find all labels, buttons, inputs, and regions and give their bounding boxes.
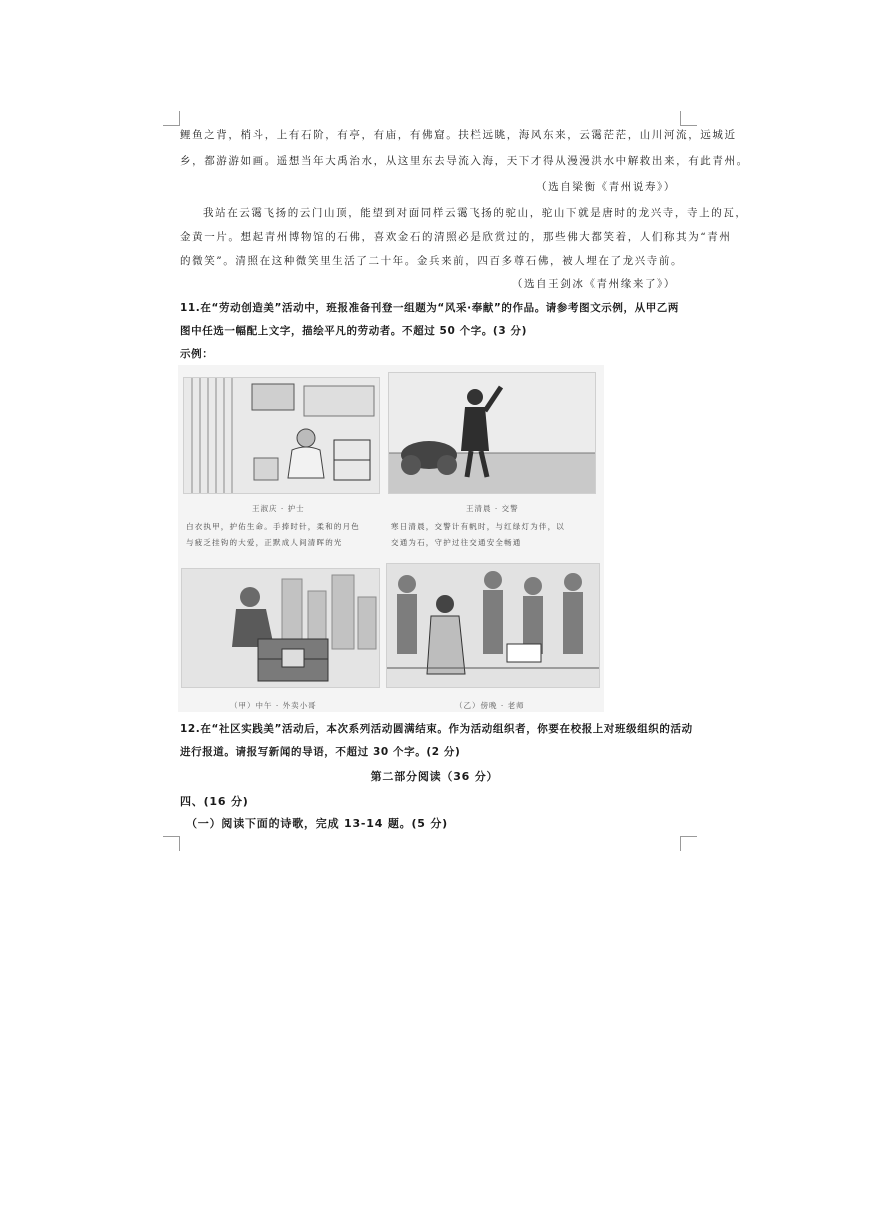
question-11-line: 图中任选一幅配上文字，描绘平凡的劳动者。不超过 50 个字。(3 分)	[180, 325, 527, 337]
example-label: 示例：	[180, 348, 214, 360]
question-11-line: 11.在“劳动创造美”活动中，班报准备刊登一组题为“风采·奉献”的作品。请参考图文示例，从甲乙两	[180, 302, 679, 314]
yi-caption: （乙）傍晚 · 老师	[455, 701, 525, 710]
page-corner-mark	[680, 836, 697, 851]
passage-line: 乡，都游游如画。遥想当年大禹治水，从这里东去导流入海，天下才得从漫漫洪水中解救出来，有此青州。	[180, 155, 749, 167]
police-text: 交通为石，守护过往交通安全畅通	[391, 538, 522, 547]
passage-line: 鲤鱼之背，梢斗，上有石阶，有亭，有庙，有佛窟。扶栏远眺，海风东来，云霭茫茫，山川河流，远城近	[180, 129, 737, 141]
section-four-heading: 四、(16 分)	[180, 795, 249, 808]
question-12-line: 进行报道。请报写新闻的导语，不超过 30 个字。(2 分)	[180, 746, 461, 758]
subsection-one-heading: （一）阅读下面的诗歌，完成 13-14 题。(5 分)	[186, 817, 448, 830]
passage-source: （选自王剑冰《青州缘来了》）	[511, 278, 676, 290]
nurse-text: 与疲乏挂钩的大爱，正默成人间清晖的光	[186, 538, 343, 547]
part-two-heading: 第二部分阅读（36 分）	[370, 770, 499, 783]
passage-line: 我站在云霭飞扬的云门山顶，能望到对面同样云霭飞扬的驼山，驼山下就是唐时的龙兴寺，寺上的瓦，	[203, 207, 748, 219]
passage-line: 的微笑”。清照在这种微笑里生活了二十年。金兵来前，四百多尊石佛，被人埋在了龙兴寺前。	[180, 255, 684, 267]
nurse-caption: 王淑庆 · 护士	[252, 504, 305, 513]
delivery-rider-illustration	[181, 568, 380, 688]
page-corner-mark	[163, 836, 180, 851]
page-corner-mark	[163, 111, 180, 126]
page-corner-mark	[680, 111, 697, 126]
passage-source: （选自梁衡《青州说寿》）	[536, 181, 676, 193]
nurse-illustration	[183, 377, 380, 494]
police-caption: 王清晨 · 交警	[466, 504, 519, 513]
passage-line: 金黄一片。想起青州博物馆的石佛，喜欢金石的清照必是欣赏过的，那些佛大都笑着，人们称其为“青州	[180, 231, 732, 243]
question-12-line: 12.在“社区实践美”活动后，本次系列活动圆满结束。作为活动组织者，你要在校报上对班级组织的活动	[180, 723, 693, 735]
jia-caption: （甲）中午 · 外卖小哥	[230, 701, 317, 710]
police-text: 寒日清晨，交警计有帆时，与红绿灯为伴，以	[391, 522, 565, 531]
traffic-police-illustration	[388, 372, 596, 494]
nurse-text: 白衣执甲，护佑生命。手捧时针，柔和的月色	[186, 522, 360, 531]
teacher-illustration	[386, 563, 600, 688]
